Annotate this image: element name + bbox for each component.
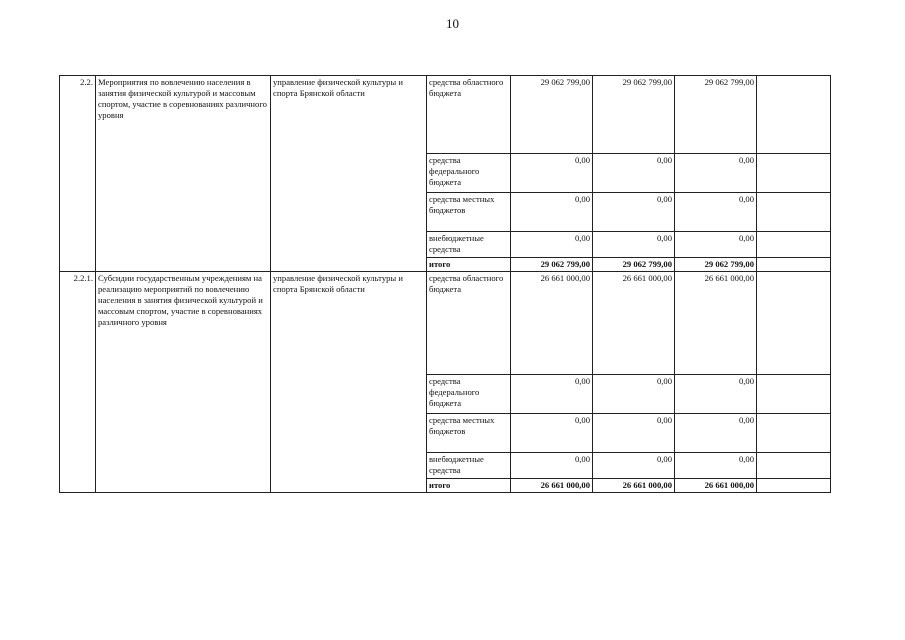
amount-year-3: 26 661 000,00 — [675, 272, 757, 375]
amount-year-2: 0,00 — [593, 193, 675, 232]
amount-year-2: 29 062 799,00 — [593, 76, 675, 154]
funding-source: средства федерального бюджета — [427, 375, 511, 414]
amount-year-3: 0,00 — [675, 375, 757, 414]
amount-year-2: 0,00 — [593, 414, 675, 453]
amount-year-3: 0,00 — [675, 232, 757, 258]
executor: управление физической культуры и спорта Брянской области — [271, 272, 427, 493]
extra-cell — [757, 232, 831, 258]
funding-source: средства федерального бюджета — [427, 154, 511, 193]
amount-year-3: 26 661 000,00 — [675, 479, 757, 493]
amount-year-2: 0,00 — [593, 154, 675, 193]
extra-cell — [757, 272, 831, 375]
amount-year-3: 0,00 — [675, 453, 757, 479]
amount-year-1: 0,00 — [511, 414, 593, 453]
funding-source: средства областного бюджета — [427, 76, 511, 154]
amount-year-2: 26 661 000,00 — [593, 479, 675, 493]
extra-cell — [757, 154, 831, 193]
amount-year-3: 29 062 799,00 — [675, 258, 757, 272]
funding-source: внебюджетные средства — [427, 453, 511, 479]
funding-source: итого — [427, 479, 511, 493]
amount-year-1: 26 661 000,00 — [511, 479, 593, 493]
extra-cell — [757, 76, 831, 154]
executor: управление физической культуры и спорта Брянской области — [271, 76, 427, 272]
row-index: 2.2.1. — [60, 272, 96, 493]
budget-table — [59, 75, 831, 493]
amount-year-3: 29 062 799,00 — [675, 76, 757, 154]
amount-year-1: 0,00 — [511, 193, 593, 232]
table-row — [60, 272, 831, 375]
amount-year-2: 26 661 000,00 — [593, 272, 675, 375]
funding-source: средства областного бюджета — [427, 272, 511, 375]
funding-source: средства местных бюджетов — [427, 414, 511, 453]
amount-year-1: 0,00 — [511, 232, 593, 258]
activity-name: Мероприятия по вовлечению населения в занятия физической культурой и массовым спортом, участие в соревнованиях различного уровня — [96, 76, 271, 272]
page-number: 10 — [446, 16, 459, 31]
amount-year-1: 0,00 — [511, 453, 593, 479]
extra-cell — [757, 375, 831, 414]
extra-cell — [757, 479, 831, 493]
amount-year-3: 0,00 — [675, 193, 757, 232]
amount-year-2: 0,00 — [593, 375, 675, 414]
amount-year-3: 0,00 — [675, 154, 757, 193]
row-index: 2.2. — [60, 76, 96, 272]
activity-name: Субсидии государственным учреждениям на реализацию мероприятий по вовлечению населения в занятия физической культурой и массовым спортом, участие в соревнованиях различного уровня — [96, 272, 271, 493]
amount-year-2: 0,00 — [593, 453, 675, 479]
amount-year-1: 29 062 799,00 — [511, 258, 593, 272]
amount-year-1: 29 062 799,00 — [511, 76, 593, 154]
extra-cell — [757, 414, 831, 453]
amount-year-3: 0,00 — [675, 414, 757, 453]
amount-year-2: 29 062 799,00 — [593, 258, 675, 272]
amount-year-1: 0,00 — [511, 154, 593, 193]
funding-source: внебюджетные средства — [427, 232, 511, 258]
funding-source: итого — [427, 258, 511, 272]
amount-year-1: 0,00 — [511, 375, 593, 414]
extra-cell — [757, 193, 831, 232]
extra-cell — [757, 453, 831, 479]
extra-cell — [757, 258, 831, 272]
amount-year-1: 26 661 000,00 — [511, 272, 593, 375]
amount-year-2: 0,00 — [593, 232, 675, 258]
table-row — [60, 76, 831, 154]
funding-source: средства местных бюджетов — [427, 193, 511, 232]
